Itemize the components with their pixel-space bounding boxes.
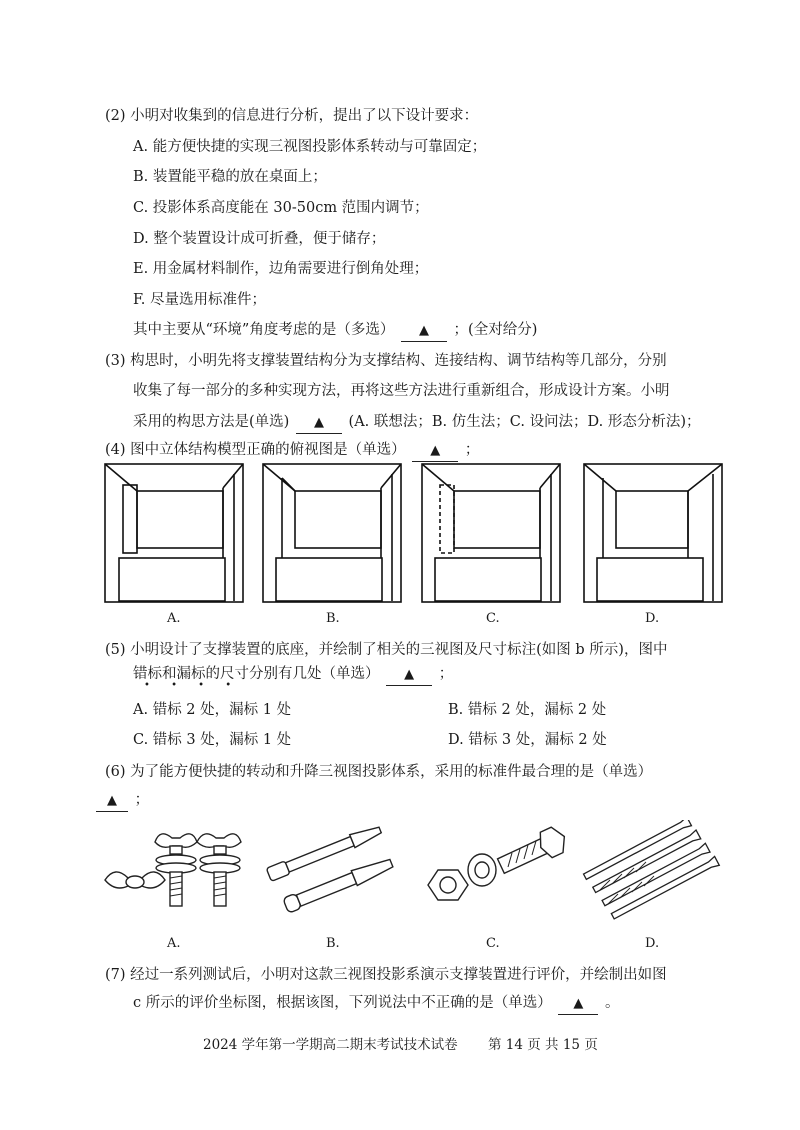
q5-option-d: D. 错标 3 处，漏标 2 处: [448, 732, 607, 748]
q3-line3: [133, 412, 701, 434]
q3-question-text: 采用的构思方法是(单选): [133, 414, 290, 430]
q4-label-b: B.: [326, 611, 340, 626]
q4-label-a: A.: [167, 611, 181, 626]
q7-line1: (7) 经过一系列测试后，小明对这款三视图投影系演示支撑装置进行评价，并绘制出如图: [105, 967, 667, 983]
q5-line1: (5) 小明设计了支撑装置的底座，并绘制了相关的三视图及尺寸标注(如图 b 所示)，图中: [105, 642, 668, 658]
q2-answer-blank[interactable]: [401, 320, 447, 342]
expansion-bolt-image: [262, 820, 412, 920]
q2-option-f: F. 尽量选用标准件；: [133, 292, 267, 308]
q2-stem: (2) 小明对收集到的信息进行分析，提出了以下设计要求：: [105, 108, 479, 124]
footer-title: 2024 学年第一学期高二期末考试技术试卷: [203, 1037, 458, 1053]
q4-label-c: C.: [486, 611, 500, 626]
answer-triangle-icon: ▲: [573, 996, 584, 1011]
q6-label-c: C.: [486, 936, 500, 951]
q6-label-b: B.: [326, 936, 340, 951]
hex-bolt-nut-image: [420, 815, 570, 920]
q4-answer-blank[interactable]: [412, 440, 458, 462]
q5-option-b: B. 错标 2 处，漏标 2 处: [448, 702, 607, 718]
q6-line2: [94, 790, 149, 812]
top-view-option-d: [583, 463, 723, 603]
wood-screws-image: [580, 820, 730, 920]
q2-question: [133, 320, 537, 342]
answer-triangle-icon: ▲: [430, 443, 441, 458]
q2-option-b: B. 装置能平稳的放在桌面上；: [133, 169, 327, 185]
q2-option-d: D. 整个装置设计成可折叠，便于储存；: [133, 231, 386, 247]
answer-triangle-icon: ▲: [313, 415, 324, 430]
answer-triangle-icon: ▲: [418, 323, 429, 338]
q7-line2-end: 。: [604, 995, 620, 1011]
q6-line1: (6) 为了能方便快捷的转动和升降三视图投影体系，采用的标准件最合理的是（单选）: [105, 764, 653, 780]
q7-answer-blank[interactable]: [558, 993, 598, 1015]
q7-line2: [133, 993, 619, 1015]
q4-stem-end: ；: [464, 442, 480, 458]
q3-answer-blank[interactable]: [296, 412, 342, 434]
q6-line2-end: ；: [134, 792, 150, 808]
q5-answer-blank[interactable]: [386, 664, 432, 686]
q5-option-a: A. 错标 2 处，漏标 1 处: [133, 702, 292, 718]
q2-question-text: 其中主要从“环境”角度考虑的是（多选）: [133, 322, 395, 338]
q2-option-a: A. 能方便快捷的实现三视图投影体系转动与可靠固定；: [133, 139, 487, 155]
top-view-option-b: [262, 463, 402, 603]
q3-line2: 收集了每一部分的多种实现方法，再将这些方法进行重新组合，形成设计方案。小明: [133, 383, 670, 399]
q2-option-c: C. 投影体系高度能在 30-50cm 范围内调节；: [133, 200, 429, 216]
emphasis-dots: • • • •: [144, 680, 241, 691]
q5-question-text: 错标和漏标的尺寸分别有几处（单选）: [133, 666, 380, 682]
q6-answer-blank[interactable]: [96, 790, 128, 812]
q6-label-d: D.: [645, 936, 660, 951]
top-view-option-c: [421, 463, 561, 603]
wing-nut-image: [100, 820, 250, 920]
q2-option-e: E. 用金属材料制作，边角需要进行倒角处理；: [133, 261, 429, 277]
q4-question-text: (4) 图中立体结构模型正确的俯视图是（单选）: [105, 442, 406, 458]
answer-triangle-icon: ▲: [107, 793, 117, 808]
q5-option-c: C. 错标 3 处，漏标 1 处: [133, 732, 292, 748]
q2-question-note: ；(全对给分): [453, 322, 538, 338]
q5-line2-end: ；: [438, 666, 454, 682]
q4-label-d: D.: [645, 611, 660, 626]
footer-page-number: 第 14 页 共 15 页: [488, 1037, 598, 1053]
q6-label-a: A.: [167, 936, 181, 951]
answer-triangle-icon: ▲: [404, 667, 415, 682]
q4-stem: [105, 440, 479, 462]
top-view-option-a: [104, 463, 244, 603]
q3-choices: (A. 联想法；B. 仿生法；C. 设问法；D. 形态分析法)；: [348, 414, 701, 430]
q3-line1: (3) 构思时，小明先将支撑装置结构分为支撑结构、连接结构、调节结构等几部分，分别: [105, 353, 667, 369]
q7-question-text: c 所示的评价坐标图，根据该图，下列说法中不正确的是（单选）: [133, 995, 552, 1011]
